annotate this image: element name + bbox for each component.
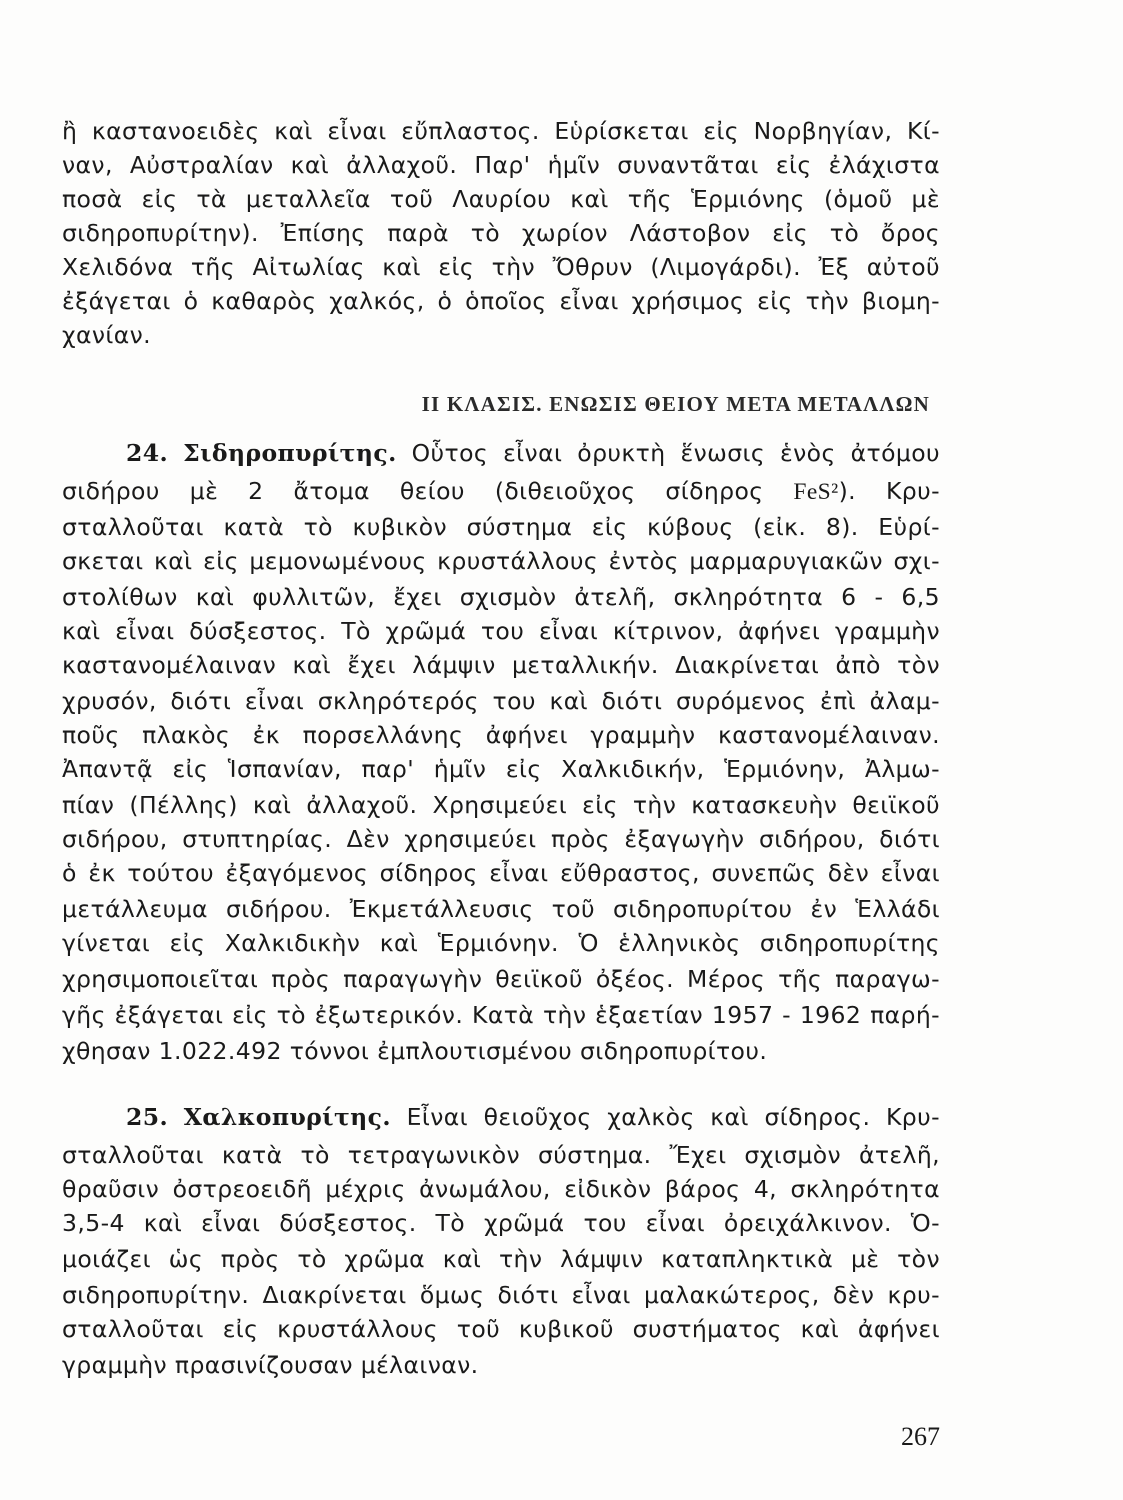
paragraph-title: Χαλκοπυρίτης. — [183, 1103, 391, 1131]
paragraph-number: 24. — [126, 439, 169, 467]
text-line: χρησιμοποιεῖται πρὸς παραγωγὴν θειϊκοῦ ὀξέος. Μέρος τῆς παραγω- — [62, 965, 940, 993]
text-line: Χελιδόνα τῆς Αἰτωλίας καὶ εἰς τὴν Ὄθρυν (Λιμογάρδι). Ἐξ αὐτοῦ — [62, 253, 940, 281]
text-line: σιδηροπυρίτην). Ἐπίσης παρὰ τὸ χωρίον Λάστοβον εἰς τὸ ὄρος — [62, 219, 940, 247]
text-line: γῆς ἐξάγεται εἰς τὸ ἐξωτερικόν. Κατὰ τὴν ἑξαετίαν 1957 - 1962 παρή- — [62, 1001, 940, 1029]
text-line: σταλλοῦται κατὰ τὸ κυβικὸν σύστημα εἰς κύβους (εἰκ. 8). Εὑρί- — [62, 513, 940, 541]
text-line: χανίαν. — [62, 321, 152, 349]
text-line: θραῦσιν ὀστρεοειδῆ μέχρις ἀνωμάλου, εἰδικὸν βάρος 4, σκληρότητα — [62, 1175, 940, 1203]
text-line: ποῦς πλακὸς ἐκ πορσελλάνης ἀφήνει γραμμὴν καστανομέλαιναν. — [62, 721, 940, 749]
chemical-formula: FeS² — [793, 479, 839, 505]
text-line: χθησαν 1.022.492 τόννοι ἐμπλουτισμένου σιδηροπυρίτου. — [62, 1037, 768, 1065]
text-segment: ). Κρυ- — [838, 477, 940, 505]
text-line — [62, 477, 940, 505]
text-line: καὶ εἶναι δύσξεστος. Τὸ χρῶμά του εἶναι κίτρινον, ἀφήνει γραμμὴν — [62, 617, 940, 645]
text-line: 3,5-4 καὶ εἶναι δύσξεστος. Τὸ χρῶμά του εἶναι ὀρειχάλκινον. Ὁ- — [62, 1209, 940, 1237]
text-line: πίαν (Πέλλης) καὶ ἀλλαχοῦ. Χρησιμεύει εἰς τὴν κατασκευὴν θειϊκοῦ — [62, 791, 940, 819]
text-line: Ἀπαντᾷ εἰς Ἱσπανίαν, παρ' ἡμῖν εἰς Χαλκιδικήν, Ἑρμιόνην, Ἀλμω- — [62, 755, 940, 783]
text-line: ὁ ἐκ τούτου ἐξαγόμενος σίδηρος εἶναι εὔθραστος, συνεπῶς δὲν εἶναι — [62, 859, 940, 887]
text-line: γίνεται εἰς Χαλκιδικὴν καὶ Ἑρμιόνην. Ὁ ἑλληνικὸς σιδηροπυρίτης — [62, 929, 940, 957]
text-segment: Οὗτος εἶναι ὀρυκτὴ ἕνωσις ἑνὸς ἀτόμου — [396, 439, 941, 467]
text-line: ποσὰ εἰς τὰ μεταλλεῖα τοῦ Λαυρίου καὶ τῆς Ἑρμιόνης (ὁμοῦ μὲ — [62, 185, 940, 213]
text-line: σταλλοῦται κατὰ τὸ τετραγωνικὸν σύστημα. Ἔχει σχισμὸν ἀτελῆ, — [62, 1141, 940, 1169]
text-line: μετάλλευμα σιδήρου. Ἐκμετάλλευσις τοῦ σιδηροπυρίτου ἐν Ἑλλάδι — [62, 895, 940, 923]
paragraph-24-first-line — [62, 439, 941, 467]
text-line: χρυσόν, διότι εἶναι σκληρότερός του καὶ διότι συρόμενος ἐπὶ ἀλαμ- — [62, 687, 940, 715]
text-line: γραμμὴν πρασινίζουσαν μέλαιναν. — [62, 1351, 479, 1379]
text-line: σιδήρου, στυπτηρίας. Δὲν χρησιμεύει πρὸς ἐξαγωγὴν σιδήρου, διότι — [62, 825, 940, 853]
paragraph-number: 25. — [126, 1103, 169, 1131]
text-line: μοιάζει ὡς πρὸς τὸ χρῶμα καὶ τὴν λάμψιν καταπληκτικὰ μὲ τὸν — [62, 1245, 940, 1273]
text-line: καστανομέλαιναν καὶ ἔχει λάμψιν μεταλλικήν. Διακρίνεται ἀπὸ τὸν — [62, 651, 940, 679]
text-line: ναν, Αὐστραλίαν καὶ ἀλλαχοῦ. Παρ' ἡμῖν συναντᾶται εἰς ἐλάχιστα — [62, 151, 940, 179]
page-number: 267 — [901, 1422, 940, 1451]
section-heading: ΙΙ ΚΛΑΣΙΣ. ΕΝΩΣΙΣ ΘΕΙΟΥ ΜΕΤΑ ΜΕΤΑΛΛΩΝ — [421, 392, 930, 416]
text-line: σιδηροπυρίτην. Διακρίνεται ὅμως διότι εἶναι μαλακώτερος, δὲν κρυ- — [62, 1281, 940, 1309]
text-segment: σιδήρου μὲ 2 ἄτομα θείου (διθειοῦχος σίδηρος — [62, 477, 794, 505]
paragraph-title: Σιδηροπυρίτης. — [183, 439, 397, 467]
text-line: σκεται καὶ εἰς μεμονωμένους κρυστάλλους ἐντὸς μαρμαρυγιακῶν σχι- — [62, 547, 940, 575]
text-segment: Εἶναι θειοῦχος χαλκὸς καὶ σίδηρος. Κρυ- — [390, 1103, 940, 1131]
text-line: στολίθων καὶ φυλλιτῶν, ἔχει σχισμὸν ἀτελῆ, σκληρότητα 6 - 6,5 — [62, 583, 940, 611]
text-line: σταλλοῦται εἰς κρυστάλλους τοῦ κυβικοῦ συστήματος καὶ ἀφήνει — [62, 1315, 940, 1343]
text-line: ἢ καστανοειδὲς καὶ εἶναι εὔπλαστος. Εὑρίσκεται εἰς Νορβηγίαν, Κί- — [62, 117, 940, 145]
paragraph-25-first-line — [62, 1103, 940, 1131]
text-line: ἐξάγεται ὁ καθαρὸς χαλκός, ὁ ὁποῖος εἶναι χρήσιμος εἰς τὴν βιομη- — [62, 287, 940, 315]
